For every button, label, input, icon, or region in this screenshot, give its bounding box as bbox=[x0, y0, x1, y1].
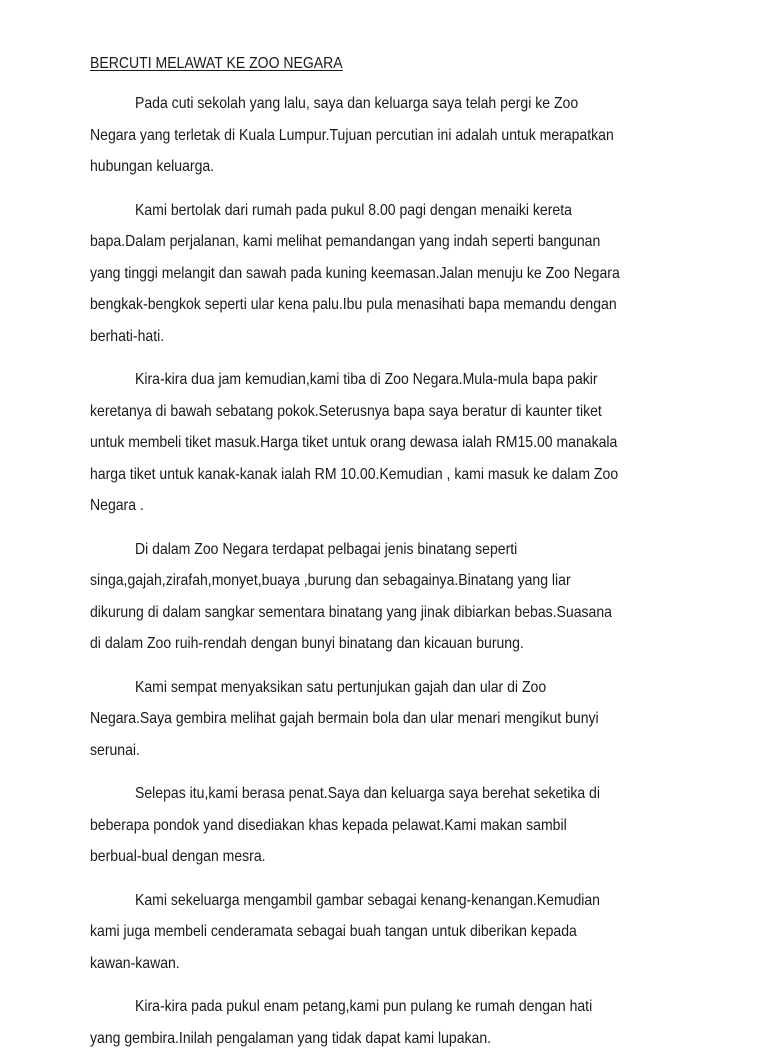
paragraph-4: Di dalam Zoo Negara terdapat pelbagai jenis binatang seperti singa,gajah,zirafah,monyet,buaya ,burung dan sebagainya.Binatang yang liar dikurung di dalam sangkar sementara binatang yang jinak dibiarkan bebas.Suasana di dalam Zoo ruih-rendah dengan bunyi binatang dan kicauan burung. bbox=[90, 540, 612, 652]
paragraph-1: Pada cuti sekolah yang lalu, saya dan keluarga saya telah pergi ke Zoo Negara yang terletak di Kuala Lumpur.Tujuan percutian ini adalah untuk merapatkan hubungan keluarga. bbox=[90, 95, 614, 175]
paragraph-2: Kami bertolak dari rumah pada pukul 8.00 pagi dengan menaiki kereta bapa.Dalam perjalanan, kami melihat pemandangan yang indah seperti bangunan yang tinggi melangit dan sawah pada kuning keemasan.Jalan menuju ke Zoo Negara bengkak-bengkok seperti ular kena palu.Ibu pula menasihati bapa memandu dengan berhati-hati. bbox=[90, 201, 620, 345]
paragraph-8: Kira-kira pada pukul enam petang,kami pun pulang ke rumah dengan hati yang gembira.Inilah pengalaman yang tidak dapat kami lupakan. bbox=[90, 998, 593, 1047]
paragraph-3: Kira-kira dua jam kemudian,kami tiba di Zoo Negara.Mula-mula bapa pakir keretanya di bawah sebatang pokok.Seterusnya bapa saya beratur di kaunter tiket untuk membeli tiket masuk.Harga tiket untuk orang dewasa ialah RM15.00 manakala harga tiket untuk kanak-kanak ialah RM 10.00.Kemudian , kami masuk ke dalam Zoo Negara . bbox=[90, 371, 619, 514]
document-title: BERCUTI MELAWAT KE ZOO NEGARA bbox=[90, 55, 343, 72]
paragraph-5: Kami sempat menyaksikan satu pertunjukan gajah dan ular di Zoo Negara.Saya gembira melihat gajah bermain bola dan ular menari mengikut bunyi serunai. bbox=[90, 678, 599, 759]
paragraph-6: Selepas itu,kami berasa penat.Saya dan keluarga saya berehat seketika di beberapa pondok yand disediakan khas kepada pelawat.Kami makan sambil berbual-bual dengan mesra. bbox=[90, 785, 600, 865]
document-body bbox=[90, 54, 621, 1054]
paragraph-7: Kami sekeluarga mengambil gambar sebagai kenang-kenangan.Kemudian kami juga membeli cenderamata sebagai buah tangan untuk diberikan kepada kawan-kawan. bbox=[90, 891, 600, 972]
